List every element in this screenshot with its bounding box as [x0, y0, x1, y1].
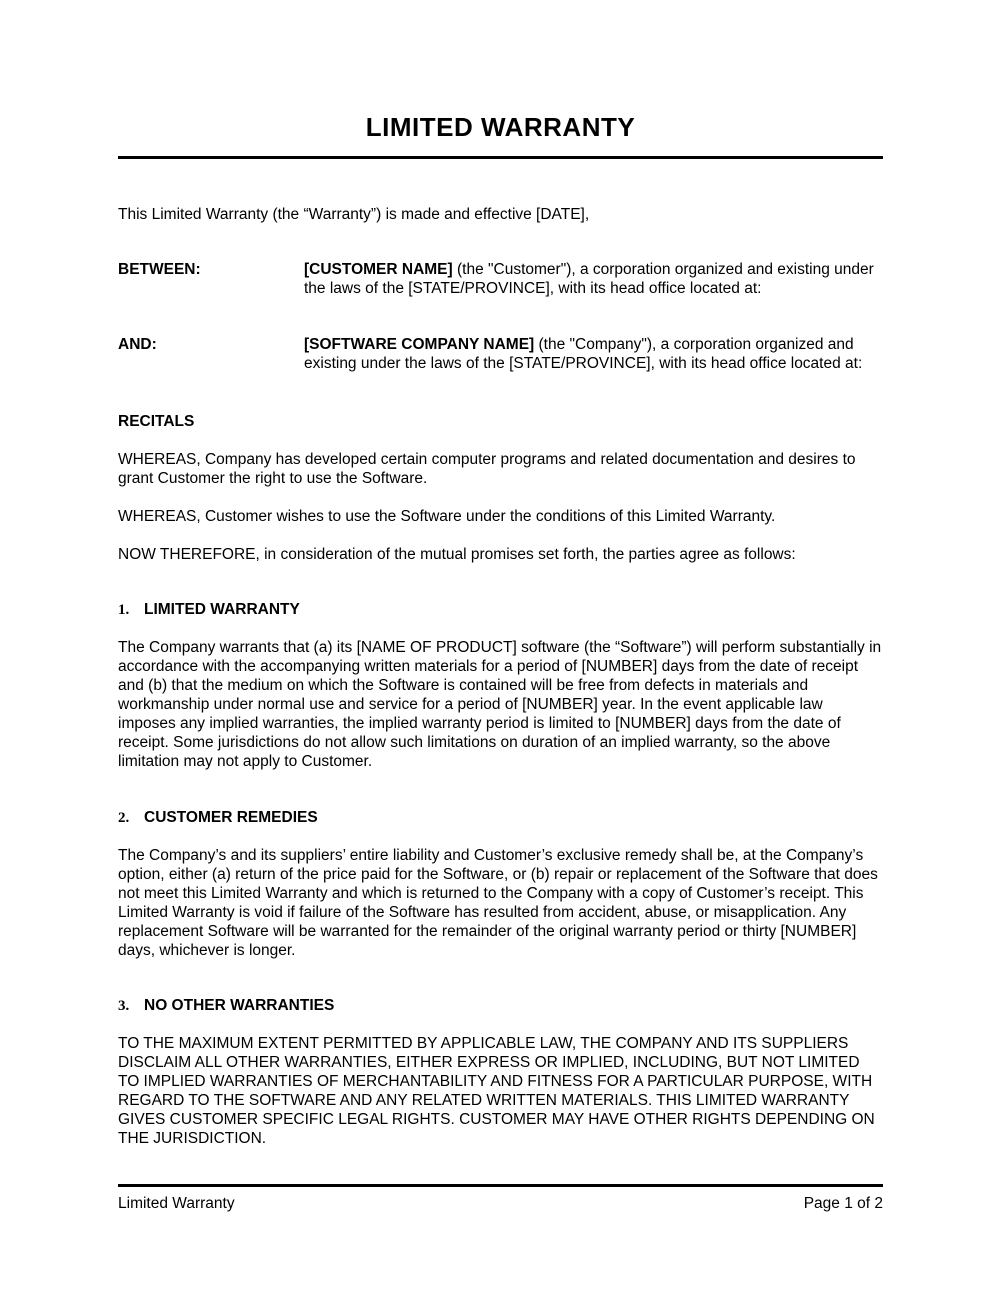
- section-2-title: CUSTOMER REMEDIES: [144, 809, 318, 826]
- section-3-number: 3.: [118, 998, 130, 1014]
- and-label: AND:: [118, 336, 157, 353]
- section-2-heading: [118, 808, 883, 828]
- section-2-number: 2.: [118, 810, 130, 826]
- recital-paragraph-1: WHEREAS, Company has developed certain computer programs and related documentation and desires to grant Customer the right to use the Software.: [118, 451, 856, 487]
- title-divider: [118, 156, 883, 159]
- intro-paragraph: This Limited Warranty (the “Warranty”) is made and effective [DATE],: [118, 206, 590, 223]
- section-3-title: NO OTHER WARRANTIES: [144, 997, 335, 1014]
- customer-description: (the "Customer"), a corporation organized and existing under the laws of the [STATE/PROVINCE], with its head office located at:: [304, 261, 874, 297]
- customer-name-placeholder: [CUSTOMER NAME]: [304, 261, 453, 278]
- and-text: [304, 335, 883, 373]
- party-row-between: [118, 260, 883, 298]
- party-row-and: [118, 335, 883, 373]
- company-description: (the "Company"), a corporation organized and existing under the laws of the [STATE/PROVINCE], with its head office located at:: [304, 336, 863, 372]
- between-text: [304, 260, 883, 298]
- recital-paragraph-3: NOW THEREFORE, in consideration of the mutual promises set forth, the parties agree as follows:: [118, 546, 796, 563]
- section-2-body: The Company’s and its suppliers’ entire liability and Customer’s exclusive remedy shall be, at the Company’s option, either (a) return of the price paid for the Software, or (b) repair or replacement of the Software that does not meet this Limited Warranty and which is returned to the Company with a copy of Customer’s receipt. This Limited Warranty is void if failure of the Software has resulted from accident, abuse, or misapplication. Any replacement Software will be warranted for the remainder of the original warranty period or thirty [NUMBER] days, whichever is longer.: [118, 847, 878, 959]
- section-3-heading: [118, 996, 883, 1016]
- footer-divider: [118, 1184, 883, 1187]
- section-3-body: TO THE MAXIMUM EXTENT PERMITTED BY APPLICABLE LAW, THE COMPANY AND ITS SUPPLIERS DISCLAIM ALL OTHER WARRANTIES, EITHER EXPRESS OR IMPLIED, INCLUDING, BUT NOT LIMITED TO IMPLIED WARRANTIES OF MERCHANTABILITY AND FITNESS FOR A PARTICULAR PURPOSE, WITH REGARD TO THE SOFTWARE AND ANY RELATED WRITTEN MATERIALS. THIS LIMITED WARRANTY GIVES CUSTOMER SPECIFIC LEGAL RIGHTS. CUSTOMER MAY HAVE OTHER RIGHTS DEPENDING ON THE JURISDICTION.: [118, 1035, 875, 1147]
- section-1-title: LIMITED WARRANTY: [144, 601, 300, 618]
- section-1-heading: [118, 600, 883, 620]
- recitals-heading: RECITALS: [118, 413, 195, 430]
- company-name-placeholder: [SOFTWARE COMPANY NAME]: [304, 336, 535, 353]
- section-1-number: 1.: [118, 602, 130, 618]
- footer-page-number: Page 1 of 2: [803, 1195, 883, 1212]
- recital-paragraph-2: WHEREAS, Customer wishes to use the Software under the conditions of this Limited Warranty.: [118, 508, 776, 525]
- page-footer: [118, 1194, 883, 1213]
- page-title: LIMITED WARRANTY: [365, 112, 636, 142]
- between-label: BETWEEN:: [118, 261, 201, 278]
- footer-document-name: Limited Warranty: [118, 1195, 235, 1212]
- section-1-body: The Company warrants that (a) its [NAME OF PRODUCT] software (the “Software”) will perform substantially in accordance with the accompanying written materials for a period of [NUMBER] days from the date of receipt and (b) that the medium on which the Software is contained will be free from defects in materials and workmanship under normal use and service for a period of [NUMBER] year. In the event applicable law imposes any implied warranties, the implied warranty period is limited to [NUMBER] days from the date of receipt. Some jurisdictions do not allow such limitations on duration of an implied warranty, so the above limitation may not apply to Customer.: [118, 639, 882, 770]
